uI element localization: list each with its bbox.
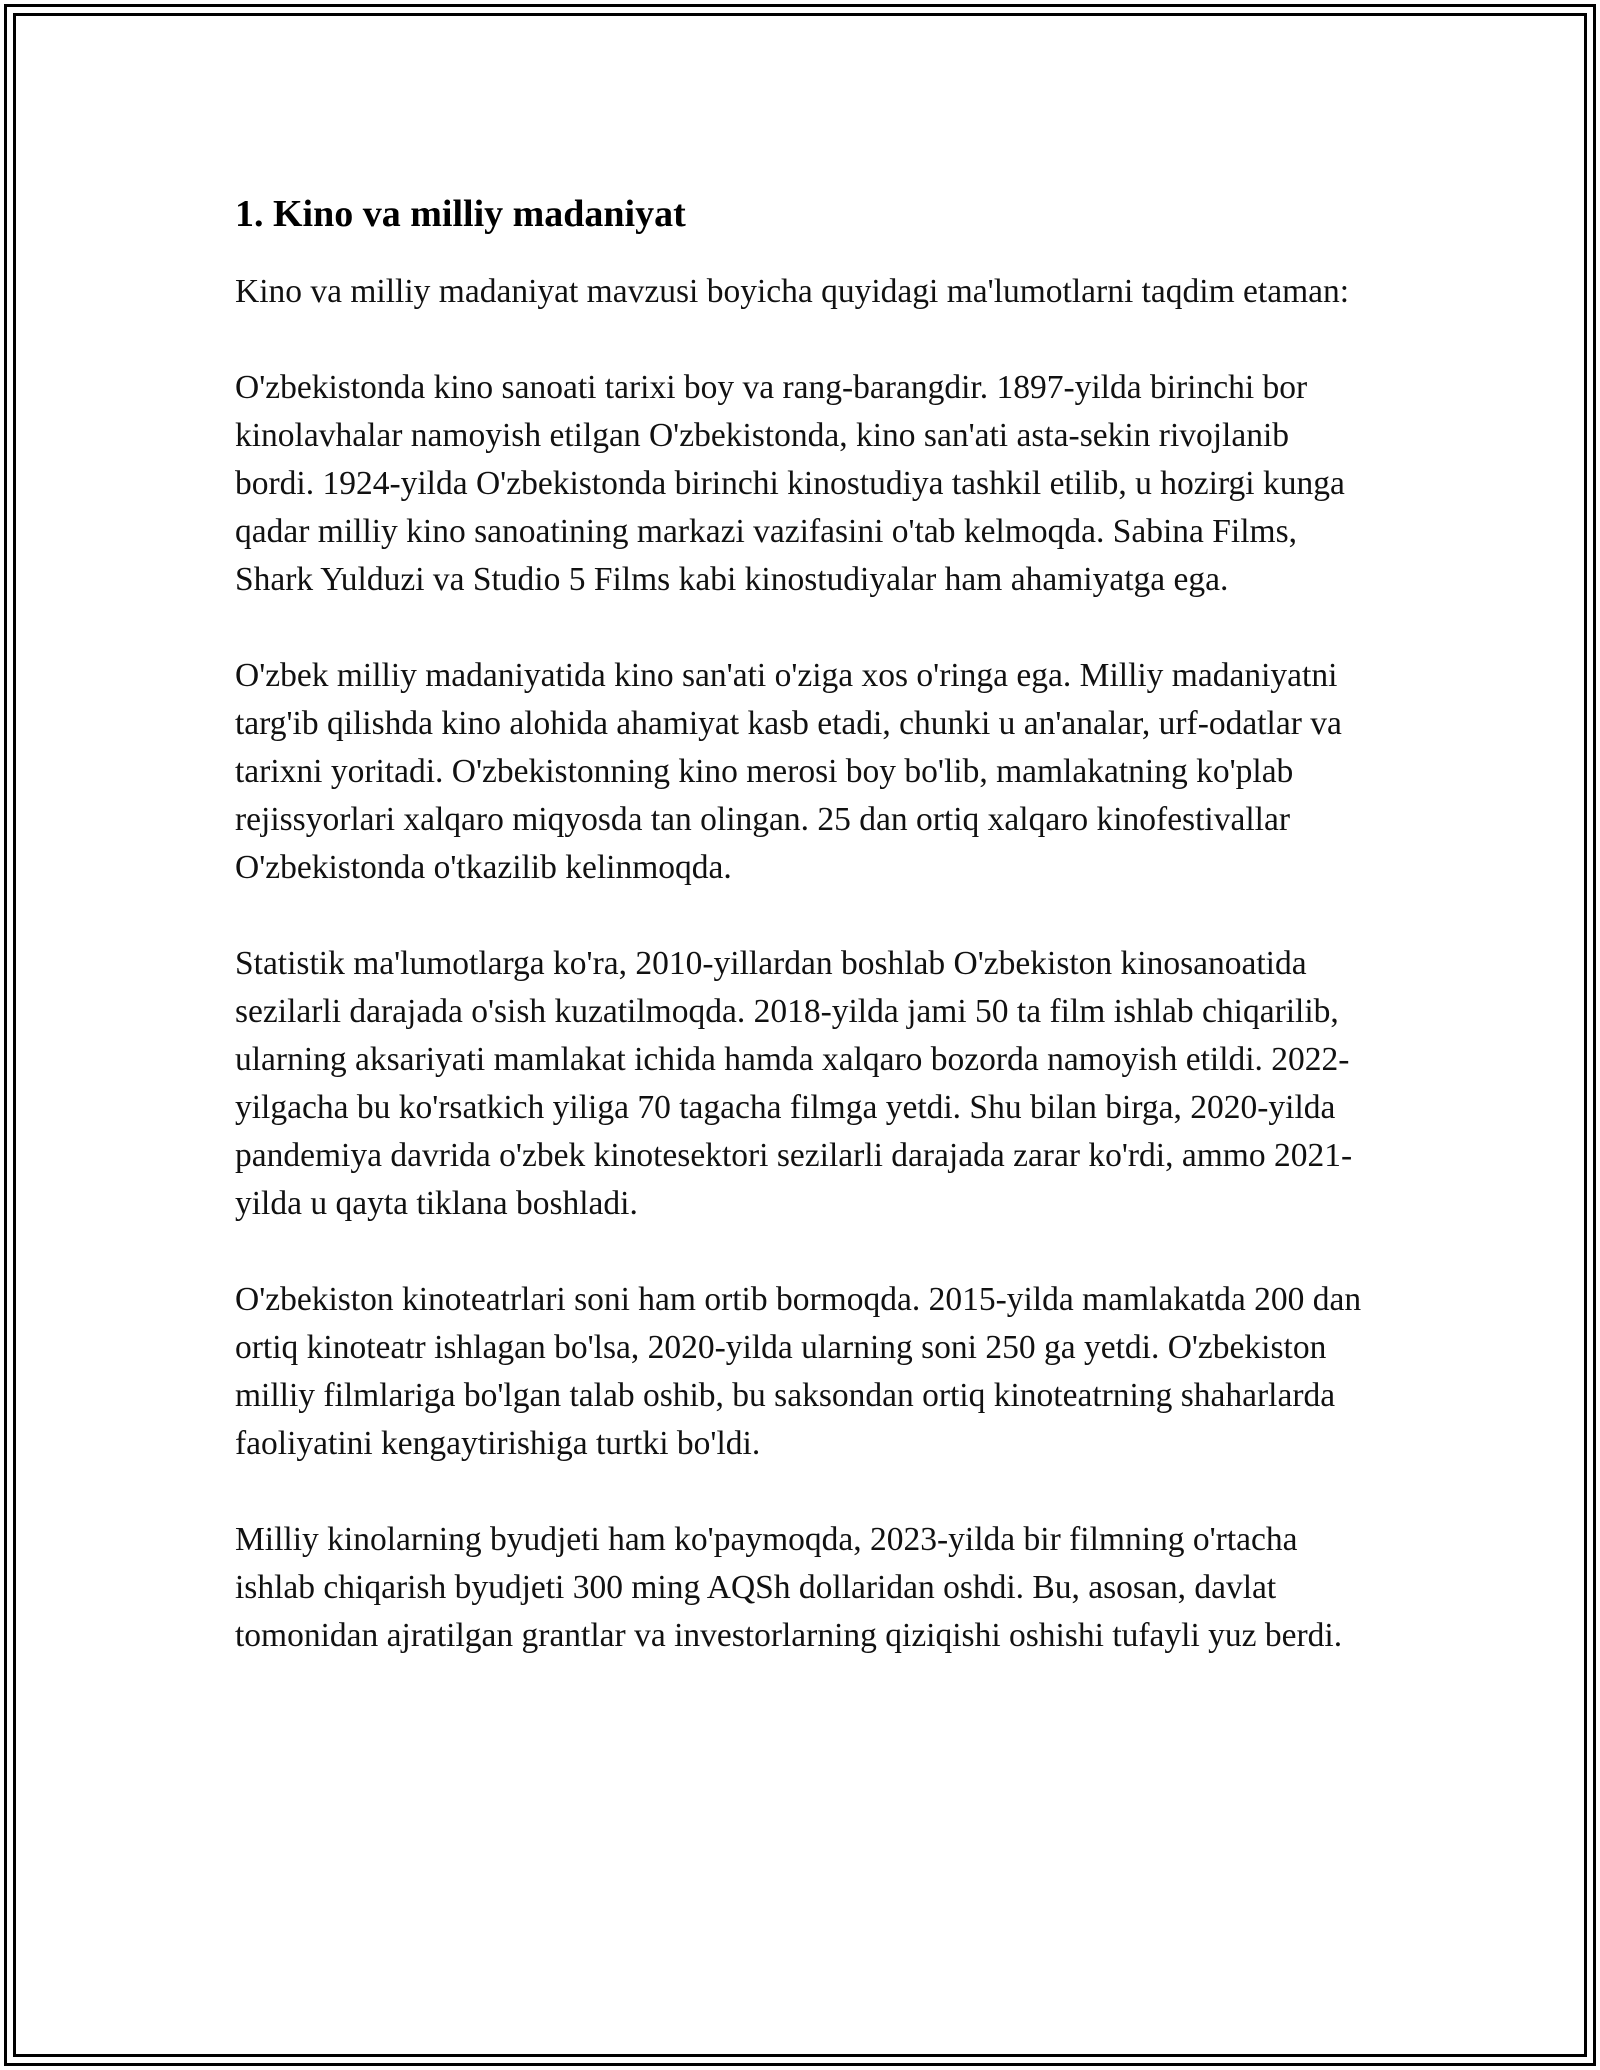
paragraph-budget: Milliy kinolarning byudjeti ham ko'paymoqda, 2023-yilda bir filmning o'rtacha ishlab chiqarish byudjeti 300 ming AQSh dollaridan oshdi. Bu, asosan, davlat tomonidan ajratilgan grantlar va investorlarning qiziqishi oshishi tufayli yuz berdi. (235, 1521, 1343, 1654)
paragraph-cinemas: O'zbekiston kinoteatrlari soni ham ortib bormoqda. 2015-yilda mamlakatda 200 dan ortiq kinoteatr ishlagan bo'lsa, 2020-yilda ularning soni 250 ga yetdi. O'zbekiston milliy filmlariga bo'lgan talab oshib, bu saksondan ortiq kinoteatrning shaharlarda faoliyatini kengaytirishiga turtki bo'ldi. (235, 1281, 1362, 1462)
paragraph-intro: Kino va milliy madaniyat mavzusi boyicha quyidagi ma'lumotlarni taqdim etaman: (235, 273, 1350, 310)
page-title: 1. Kino va milliy madaniyat (235, 193, 686, 235)
document-body (235, 188, 1370, 1708)
paragraph-statistics: Statistik ma'lumotlarga ko'ra, 2010-yillardan boshlab O'zbekiston kinosanoatida sezilarli darajada o'sish kuzatilmoqda. 2018-yilda jami 50 ta film ishlab chiqarilib, ularning aksariyati mamlakat ichida hamda xalqaro bozorda namoyish etildi. 2022-yilgacha bu ko'rsatkich yiliga 70 tagacha filmga yetdi. Shu bilan birga, 2020-yilda pandemiya davrida o'zbek kinotesektori sezilarli darajada zarar ko'rdi, ammo 2021-yilda u qayta tiklana boshladi. (235, 945, 1353, 1222)
paragraph-history: O'zbekistonda kino sanoati tarixi boy va rang-barangdir. 1897-yilda birinchi bor kinolavhalar namoyish etilgan O'zbekistonda, kino san'ati asta-sekin rivojlanib bordi. 1924-yilda O'zbekistonda birinchi kinostudiya tashkil etilib, u hozirgi kunga qadar milliy kino sanoatining markazi vazifasini o'tab kelmoqda. Sabina Films, Shark Yulduzi va Studio 5 Films kabi kinostudiyalar ham ahamiyatga ega. (235, 369, 1345, 598)
paragraph-culture: O'zbek milliy madaniyatida kino san'ati o'ziga xos o'ringa ega. Milliy madaniyatni targ'ib qilishda kino alohida ahamiyat kasb etadi, chunki u an'analar, urf-odatlar va tarixni yoritadi. O'zbekistonning kino merosi boy bo'lib, mamlakatning ko'plab rejissyorlari xalqaro miqyosda tan olingan. 25 dan ortiq xalqaro kinofestivallar O'zbekistonda o'tkazilib kelinmoqda. (235, 657, 1342, 886)
